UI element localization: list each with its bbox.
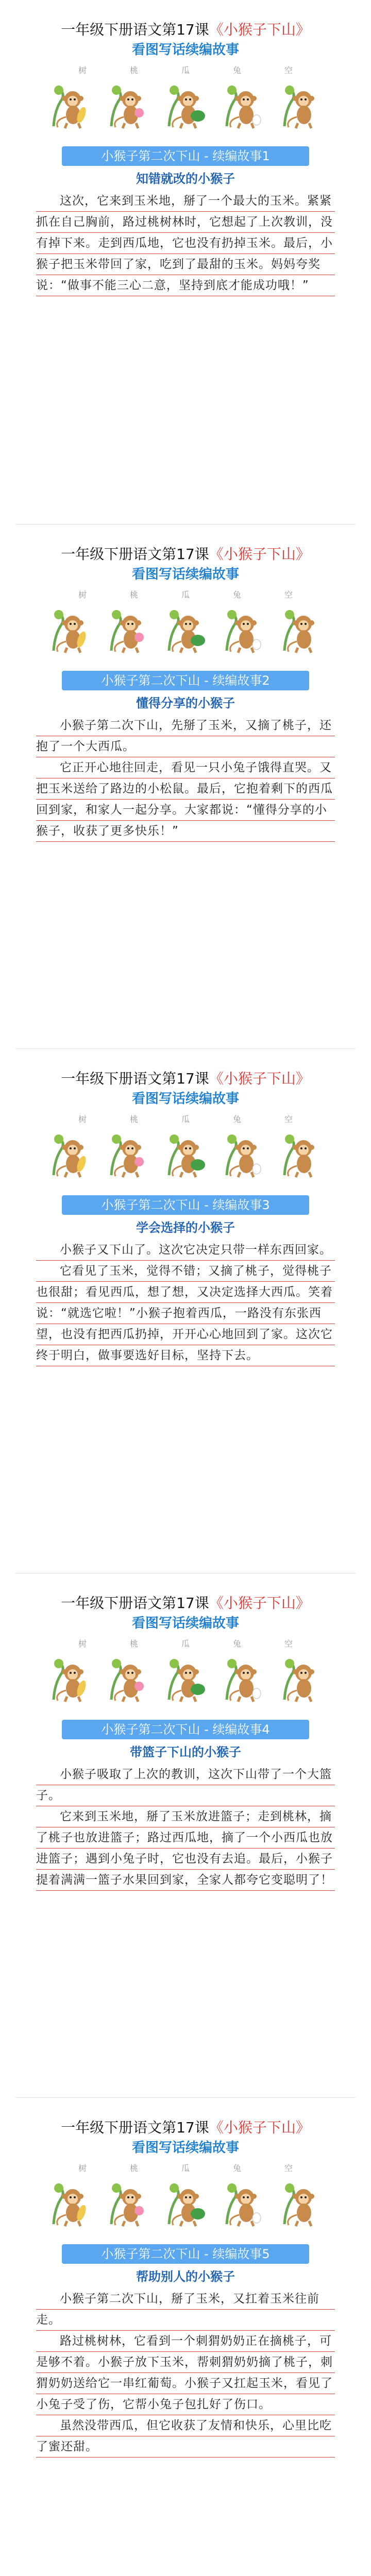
- story-banner: 小猴子第二次下山 - 续编故事1: [62, 146, 309, 166]
- scene-caption: 桃: [129, 2163, 138, 2173]
- scene-caption: 空: [284, 1114, 293, 1124]
- scene-caption: 瓜: [181, 2163, 190, 2173]
- monkey-illustration-icon: [44, 603, 96, 657]
- scene-caption: 兔: [232, 590, 241, 600]
- header-title: 《小猴子下山》: [209, 21, 310, 38]
- story-text: [36, 715, 335, 842]
- story-paragraph: 路过桃树林，它看到一个刺猬奶奶正在摘桃子，可是够不着。小猴子放下玉米，帮刺猬奶奶摘了桃子，刺猬奶奶送给它一串红葡萄。小猴子又扛起玉米，看见了小兔子受了伤，它帮小兔子包扎好了伤口。: [36, 2334, 333, 2411]
- header-title: 《小猴子下山》: [209, 2119, 310, 2136]
- monkey-illustration-icon: [102, 2177, 154, 2230]
- subtitle: 看图写话续编故事: [131, 42, 239, 58]
- scene-caption: 空: [284, 65, 293, 75]
- scene-caption: 空: [284, 2163, 293, 2173]
- story-paragraph: 小猴子又下山了。这次它决定只带一样东西回家。: [60, 1243, 332, 1257]
- scene-strip: [41, 1637, 330, 1715]
- story-section: [0, 0, 371, 524]
- scene-strip: [41, 1113, 330, 1190]
- story-text: [36, 191, 335, 296]
- monkey-illustration-icon: [44, 1652, 96, 1706]
- monkey-illustration-icon: [160, 603, 211, 657]
- scene-caption: 桃: [129, 1114, 138, 1124]
- monkey-illustration-icon: [160, 79, 211, 132]
- scene-caption: 桃: [129, 65, 138, 75]
- story-text: [36, 1764, 335, 1891]
- story-title: 学会选择的小猴子: [136, 1221, 235, 1235]
- monkey-illustration-icon: [102, 603, 154, 657]
- subtitle: 看图写话续编故事: [131, 567, 239, 582]
- monkey-illustration-icon: [275, 603, 327, 657]
- lesson-header: [0, 524, 371, 565]
- story-section: [0, 524, 371, 1049]
- story-paragraph: 它看见了玉米，觉得不错；又摘了桃子，觉得桃子也很甜；看见西瓜，想了想，又决定选择大西瓜。笑着说：“就选它啦！”小猴子抱着西瓜，一路没有东张西望，也没有把西瓜扔掉，开开心心地回到了家。这次它终于明白，做事要选好目标，坚持下去。: [36, 1264, 333, 1362]
- scene-caption: 桃: [129, 1639, 138, 1649]
- monkey-illustration-icon: [275, 1128, 327, 1181]
- story-text: [36, 1240, 335, 1366]
- story-title: 懂得分享的小猴子: [136, 696, 235, 710]
- monkey-illustration-icon: [217, 1128, 269, 1181]
- scene-caption: 树: [78, 65, 87, 75]
- scene-caption: 兔: [232, 2163, 241, 2173]
- story-paragraph: 虽然没带西瓜，但它收获了友情和快乐，心里比吃了蜜还甜。: [36, 2419, 332, 2453]
- story-paragraph: 小猴子第二次下山，先掰了玉米，又摘了桃子，还抱了一个大西瓜。: [36, 719, 332, 753]
- story-section: [0, 2098, 371, 2576]
- story-text: [36, 2289, 335, 2458]
- monkey-illustration-icon: [275, 2177, 327, 2230]
- scene-caption: 树: [78, 1114, 87, 1124]
- story-paragraph: 小猴子吸取了上次的教训，这次下山带了一个大篮子。: [36, 1768, 332, 1802]
- monkey-illustration-icon: [160, 1128, 211, 1181]
- story-title: 知错就改的小猴子: [136, 172, 235, 186]
- monkey-illustration-icon: [44, 1128, 96, 1181]
- scene-caption: 兔: [232, 1114, 241, 1124]
- lesson-header: [0, 1049, 371, 1089]
- header-title: 《小猴子下山》: [209, 1595, 310, 1612]
- story-paragraph: 小猴子第二次下山，掰了玉米，又扛着玉米往前走。: [36, 2292, 319, 2327]
- story-banner: 小猴子第二次下山 - 续编故事5: [62, 2244, 309, 2264]
- header-prefix: 一年级下册语文第17课: [61, 1070, 209, 1087]
- story-paragraph: 这次，它来到玉米地，掰了一个最大的玉米。紧紧抓在自己胸前，路过桃树林时，它想起了上次教训，没有掉下来。走到西瓜地，它也没有扔掉玉米。最后，小猴子把玉米带回了家，吃到了最甜的玉米。妈妈夸奖说：“做事不能三心二意，坚持到底才能成功哦！”: [36, 194, 333, 292]
- scene-caption: 桃: [129, 590, 138, 600]
- subtitle: 看图写话续编故事: [131, 1616, 239, 1631]
- monkey-illustration-icon: [160, 2177, 211, 2230]
- header-prefix: 一年级下册语文第17课: [61, 2119, 209, 2136]
- monkey-illustration-icon: [217, 1652, 269, 1706]
- scene-caption: 兔: [232, 65, 241, 75]
- monkey-illustration-icon: [275, 79, 327, 132]
- scene-strip: [41, 64, 330, 141]
- story-paragraph: 它正开心地往回走，看见一只小兔子饿得直哭。又把玉米送给了路边的小松鼠。最后，它抱着剩下的西瓜回到家，和家人一起分享。大家都说：“懂得分享的小猴子，收获了更多快乐！”: [36, 761, 333, 838]
- story-paragraph: 它来到玉米地，掰了玉米放进篮子；走到桃林，摘了桃子也放进篮子；路过西瓜地，摘了一个小西瓜也放进篮子；遇到小兔子时，它也没有去追。最后，小猴子提着满满一篮子水果回到家，全家人都夸它变聪明了！: [36, 1810, 333, 1887]
- scene-caption: 树: [78, 590, 87, 600]
- scene-caption: 兔: [232, 1639, 241, 1649]
- monkey-illustration-icon: [217, 2177, 269, 2230]
- header-prefix: 一年级下册语文第17课: [61, 1595, 209, 1612]
- header-prefix: 一年级下册语文第17课: [61, 21, 209, 38]
- lesson-header: [0, 1573, 371, 1614]
- lesson-header: [0, 2098, 371, 2138]
- story-banner: 小猴子第二次下山 - 续编故事4: [62, 1720, 309, 1739]
- story-title: 帮助别人的小猴子: [136, 2269, 235, 2284]
- scene-caption: 树: [78, 1639, 87, 1649]
- story-banner: 小猴子第二次下山 - 续编故事3: [62, 1195, 309, 1215]
- scene-caption: 空: [284, 1639, 293, 1649]
- scene-caption: 瓜: [181, 1639, 190, 1649]
- header-title: 《小猴子下山》: [209, 1070, 310, 1087]
- monkey-illustration-icon: [217, 603, 269, 657]
- header-prefix: 一年级下册语文第17课: [61, 546, 209, 563]
- story-title: 带篮子下山的小猴子: [130, 1745, 241, 1759]
- lesson-header: [0, 0, 371, 40]
- scene-caption: 瓜: [181, 590, 190, 600]
- subtitle: 看图写话续编故事: [131, 2140, 239, 2156]
- monkey-illustration-icon: [102, 79, 154, 132]
- story-banner: 小猴子第二次下山 - 续编故事2: [62, 671, 309, 690]
- subtitle: 看图写话续编故事: [131, 1091, 239, 1107]
- monkey-illustration-icon: [102, 1652, 154, 1706]
- monkey-illustration-icon: [44, 2177, 96, 2230]
- monkey-illustration-icon: [275, 1652, 327, 1706]
- monkey-illustration-icon: [44, 79, 96, 132]
- scene-caption: 空: [284, 590, 293, 600]
- scene-caption: 瓜: [181, 1114, 190, 1124]
- story-section: [0, 1049, 371, 1573]
- scene-caption: 瓜: [181, 65, 190, 75]
- header-title: 《小猴子下山》: [209, 546, 310, 563]
- monkey-illustration-icon: [217, 79, 269, 132]
- monkey-illustration-icon: [160, 1652, 211, 1706]
- scene-caption: 树: [78, 2163, 87, 2173]
- monkey-illustration-icon: [102, 1128, 154, 1181]
- scene-strip: [41, 2162, 330, 2239]
- story-section: [0, 1573, 371, 2098]
- scene-strip: [41, 588, 330, 666]
